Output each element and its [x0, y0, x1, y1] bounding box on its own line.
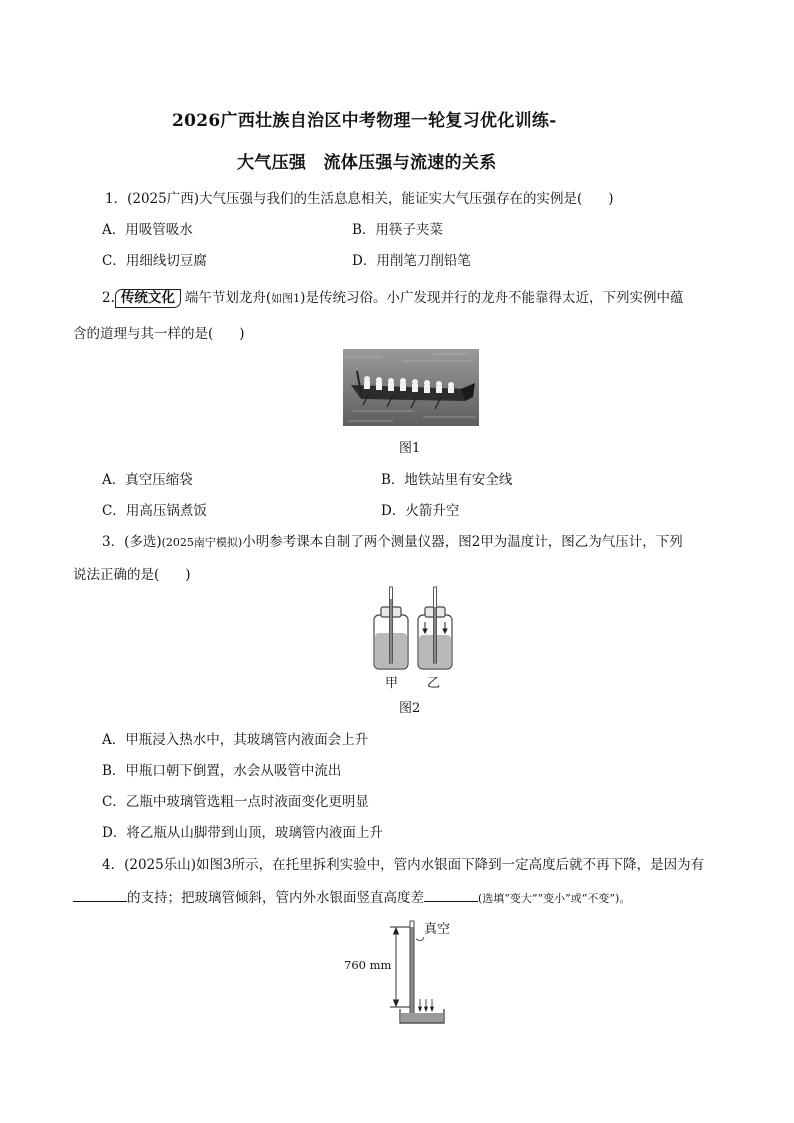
choice-hint: (选填“变大”“变小”或“不变”)。 — [478, 892, 631, 905]
question-text-cont: )是传统习俗。小广发现并行的龙舟不能靠得太近，下列实例中蕴 — [300, 290, 684, 306]
figure-1-caption: 图1 — [399, 441, 421, 456]
question-number: 1． — [105, 191, 128, 207]
torricelli-diagram — [360, 917, 480, 1029]
q2-option-a: A．真空压缩袋 — [102, 472, 193, 488]
question-source: (2025乐山) — [124, 857, 196, 873]
label-jia: 甲 — [385, 676, 399, 691]
question-text: 小明参考课本自制了两个测量仪器，图2甲为温度计，图乙为气压计，下列 — [242, 534, 683, 550]
question-source: (2025广西) — [127, 191, 199, 207]
q3-option-a: A．甲瓶浸入热水中，其玻璃管内液面会上升 — [102, 732, 369, 748]
question-number: 3． — [102, 534, 125, 550]
multi-select-tag: (多选) — [124, 534, 162, 550]
question-text: 如图3所示，在托里拆利实验中，管内水银面下降到一定高度后就不再下降，是因为有 — [195, 857, 705, 873]
q3-option-c: C．乙瓶中玻璃管选粗一点时液面变化更明显 — [102, 794, 369, 810]
question-text: 含的道理与其一样的是( — [73, 326, 214, 342]
question-text: 说法正确的是( — [73, 567, 160, 583]
question-2-stem-line2 — [73, 322, 245, 342]
paren-close: ) — [239, 326, 245, 342]
figure-reference: 如图1 — [271, 292, 301, 305]
question-2-stem-line1 — [102, 286, 683, 308]
q3-option-b: B．甲瓶口朝下倒置，水会从吸管中流出 — [102, 763, 342, 779]
question-text: 大气压强与我们的生活息息相关，能证实大气压强存在的实例是( — [198, 191, 583, 207]
paren-close: ) — [608, 191, 614, 207]
q3-option-d: D．将乙瓶从山脚带到山顶，玻璃管内液面上升 — [102, 825, 383, 841]
answer-blank-2[interactable] — [424, 889, 478, 902]
page-title-line2: 大气压强 流体压强与流速的关系 — [237, 153, 497, 173]
question-number: 2. — [102, 290, 115, 306]
question-4-stem-line2 — [73, 886, 630, 906]
q1-option-b: B．用筷子夹菜 — [352, 222, 443, 238]
q1-option-d: D．用削笔刀削铅笔 — [352, 253, 471, 269]
question-3-stem-line1 — [102, 530, 683, 550]
label-yi: 乙 — [427, 676, 441, 691]
question-text: 端午节划龙舟( — [184, 290, 272, 306]
culture-tag: 传统文化 — [115, 289, 181, 308]
question-source: (2025南宁模拟) — [161, 536, 243, 549]
question-4-stem-line1 — [102, 853, 704, 873]
answer-blank-1[interactable] — [73, 889, 127, 902]
label-height: 760 mm — [344, 958, 392, 972]
dragon-boat-photo — [343, 349, 479, 426]
q2-option-c: C．用高压锅煮饭 — [102, 503, 207, 519]
bottles-diagram — [368, 585, 458, 685]
label-vacuum: 真空 — [424, 922, 451, 937]
question-3-stem-line2 — [73, 563, 191, 583]
q1-option-c: C．用细线切豆腐 — [102, 253, 207, 269]
q1-option-a: A．用吸管吸水 — [102, 222, 193, 238]
q2-option-b: B．地铁站里有安全线 — [381, 472, 513, 488]
q2-option-d: D．火箭升空 — [381, 503, 460, 519]
question-text: 的支持；把玻璃管倾斜，管内外水银面竖直高度差 — [127, 890, 424, 906]
paren-close: ) — [185, 567, 191, 583]
question-1-stem — [105, 187, 614, 207]
question-number: 4． — [102, 857, 125, 873]
page-title-line1: 2026广西壮族自治区中考物理一轮复习优化训练- — [172, 111, 557, 131]
figure-2-caption: 图2 — [399, 701, 421, 716]
